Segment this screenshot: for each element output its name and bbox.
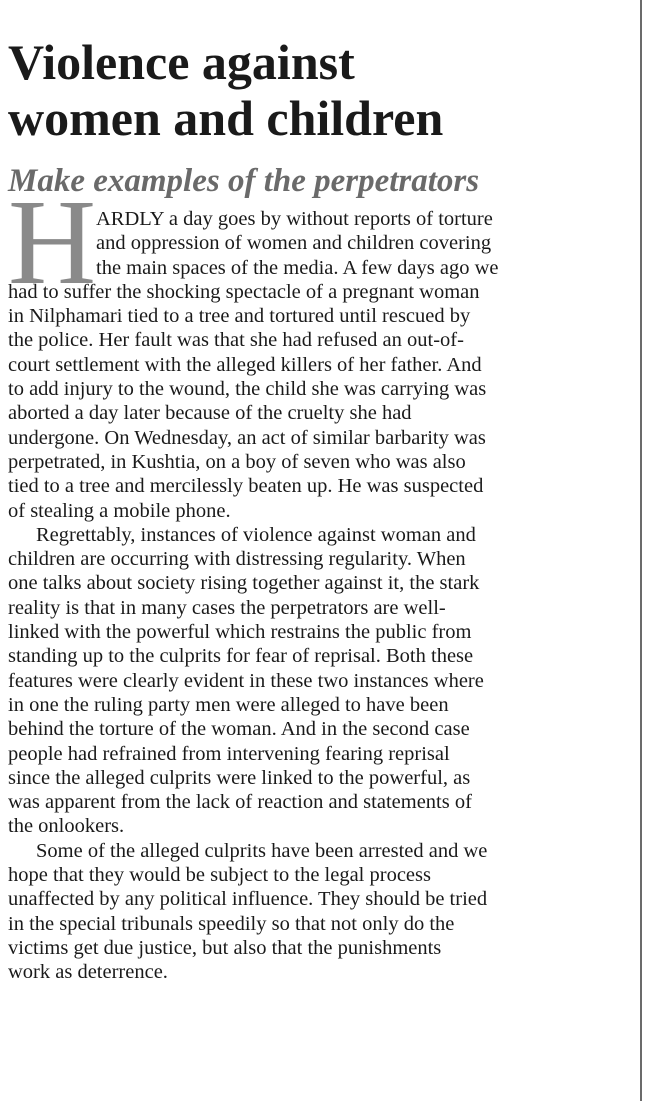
article-line: children are occurring with distressing regularity. When — [8, 548, 466, 571]
article-line: one talks about society rising together against it, the stark — [8, 572, 480, 595]
article-line: tied to a tree and mercilessly beaten up. He was suspected — [8, 475, 484, 498]
article-line: perpetrated, in Kushtia, on a boy of seven who was also — [8, 450, 466, 473]
article-line: Some of the alleged culprits have been arrested and we — [36, 839, 488, 862]
headline-line-1: Violence against — [8, 34, 355, 90]
article-line: was apparent from the lack of reaction and statements of — [8, 791, 472, 814]
column-rule — [640, 0, 642, 1101]
article-line: people had refrained from intervening fearing reprisal — [8, 742, 450, 765]
article-line: Regrettably, instances of violence against woman and — [36, 523, 476, 546]
article-line: ARDLY a day goes by without reports of torture — [96, 208, 493, 230]
article-line: since the alleged culprits were linked to the powerful, as — [8, 766, 471, 789]
article-line: court settlement with the alleged killers of her father. And — [8, 353, 482, 376]
article-line: victims get due justice, but also that the punishments — [8, 936, 442, 959]
article-line: in the special tribunals speedily so that not only do the — [8, 912, 455, 935]
drop-cap: H — [8, 175, 97, 310]
article-line: to add injury to the wound, the child she was carrying was — [8, 378, 487, 401]
article-body — [8, 207, 633, 985]
article-line: the onlookers. — [8, 815, 125, 838]
article-line: the police. Her fault was that she had refused an out-of- — [8, 329, 464, 352]
article-line: reality is that in many cases the perpetrators are well- — [8, 596, 446, 619]
article-line: linked with the powerful which restrains the public from — [8, 621, 472, 644]
subheadline: Make examples of the perpetrators — [8, 163, 480, 199]
article-line: had to suffer the shocking spectacle of a pregnant woman — [8, 280, 480, 303]
article-line: undergone. On Wednesday, an act of similar barbarity was — [8, 426, 486, 449]
article-line: unaffected by any political influence. They should be tried — [8, 888, 488, 911]
article-line: the main spaces of the media. A few days ago we — [96, 256, 499, 279]
article-line: hope that they would be subject to the legal process — [8, 864, 431, 887]
article-line: in one the ruling party men were alleged to have been — [8, 693, 449, 716]
article-line: features were clearly evident in these two instances where — [8, 669, 484, 692]
article-line: behind the torture of the woman. And in the second case — [8, 718, 470, 741]
article-line: work as deterrence. — [8, 961, 168, 984]
headline — [8, 34, 633, 146]
article-line: of stealing a mobile phone. — [8, 499, 231, 522]
article-line: aborted a day later because of the cruelty she had — [8, 402, 412, 425]
article-line: in Nilphamari tied to a tree and tortured until rescued by — [8, 305, 471, 328]
article-line: and oppression of women and children covering — [96, 232, 492, 255]
headline-line-2: women and children — [8, 90, 444, 146]
article-line: standing up to the culprits for fear of reprisal. Both these — [8, 645, 474, 668]
